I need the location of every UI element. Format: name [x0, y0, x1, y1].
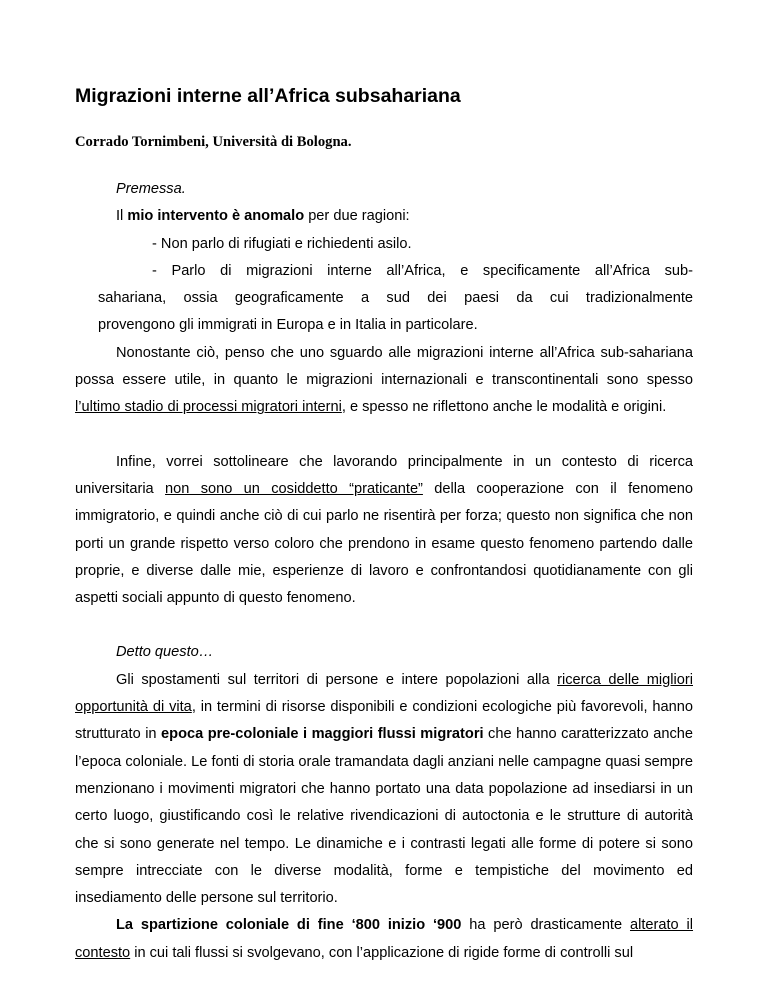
spostamenti-underlined-text: ricerca delle migliori opportunità di vita — [75, 671, 693, 716]
list-item-second-line2: sahariana, ossia geograficamente a sud dei paesi da cui tradizionalmente — [98, 290, 693, 307]
list-item-first: - Non parlo di rifugiati e richiedenti asilo. — [152, 235, 412, 252]
spartizione-text-c: in cui tali flussi si svolgevano, con l’applicazione di rigide forme di controlli sul — [130, 944, 634, 961]
nonostante-underlined-text: l’ultimo stadio di processi migratori interni — [75, 399, 342, 416]
list-item-second-line3: provengono gli immigrati in Europa e in Italia in particolare. — [98, 317, 478, 334]
spostamenti-text-c: che hanno caratterizzato anche l’epoca coloniale. Le fonti di storia orale tramandata dagli anziani nelle campagne quasi sempre menzionano i movimenti migratori che hanno portato una data popolazione ad insediarsi in un certo luogo, giustificando così le relative rivendicazioni di autoctonia e le strutture di autorità che si sono generate nel tempo. Le dinamiche e i contrasti legati alle forme di potere si sono sempre intrecciate con le diverse modalità, forme e tempistiche del movimento ed insediamento delle persone sul territorio. — [75, 726, 693, 907]
nonostante-text-a: Nonostante ciò, penso che uno sguardo alle migrazioni interne all’Africa sub-sahariana possa essere utile, in quanto le migrazioni internazionali e transcontinentali sono spesso — [75, 344, 693, 389]
intro-text-c: per due ragioni: — [304, 208, 410, 225]
document-title: Migrazioni interne all’Africa subsahariana — [75, 85, 461, 107]
nonostante-text-c: , e spesso ne riflettono anche le modalità e origini. — [341, 399, 667, 416]
spartizione-underlined-text: alterato il contesto — [75, 917, 694, 961]
paragraph-spostamenti — [75, 667, 693, 913]
spostamenti-bold-text: epoca pre-coloniale i maggiori flussi migratori — [161, 726, 484, 743]
intro-bold-text: mio intervento è anomalo — [127, 208, 305, 225]
spacer — [75, 422, 693, 449]
premessa-heading: Premessa. — [116, 181, 186, 197]
spostamenti-text-b: , in termini di risorse disponibili e condizioni ecologiche più favorevoli, hanno strutturato in — [75, 699, 693, 743]
infine-underlined-text: non sono un cosiddetto “praticante” — [165, 480, 423, 497]
infine-text-a: Infine, vorrei sottolineare che lavorando principalmente in un contesto di ricerca universitaria — [75, 453, 693, 497]
document-body — [75, 176, 693, 967]
spartizione-text-a: ha però drasticamente — [461, 917, 630, 934]
spacer — [75, 612, 693, 639]
paragraph-nonostante — [75, 340, 693, 422]
paragraph-infine — [75, 449, 693, 613]
list-item-second-line1: - Parlo di migrazioni interne all’Africa, e specificamente all’Africa sub- — [152, 262, 693, 279]
spartizione-bold-text: La spartizione coloniale di fine ‘800 inizio ‘900 — [116, 917, 462, 934]
intro-text-a: Il — [116, 208, 128, 225]
detto-questo-heading: Detto questo… — [116, 644, 214, 661]
list-item-second — [75, 258, 693, 340]
paragraph-intro — [75, 203, 693, 230]
paragraph-spartizione — [75, 912, 693, 967]
infine-text-c: della cooperazione con il fenomeno immigratorio, e quindi anche ciò di cui parlo ne risentirà per forza; questo non significa che non porti un grande rispetto verso coloro che prendono in esame questo fenomeno partendo dalle proprie, e diverse dalle mie, esperienze di lavoro e confrontandosi quotidianamente con gli aspetti sociali appunto di questo fenomeno. — [75, 480, 693, 607]
author-line: Corrado Tornimbeni, Università di Bologna. — [75, 134, 352, 150]
spostamenti-text-a: Gli spostamenti sul territori di persone e intere popolazioni alla — [116, 671, 558, 688]
